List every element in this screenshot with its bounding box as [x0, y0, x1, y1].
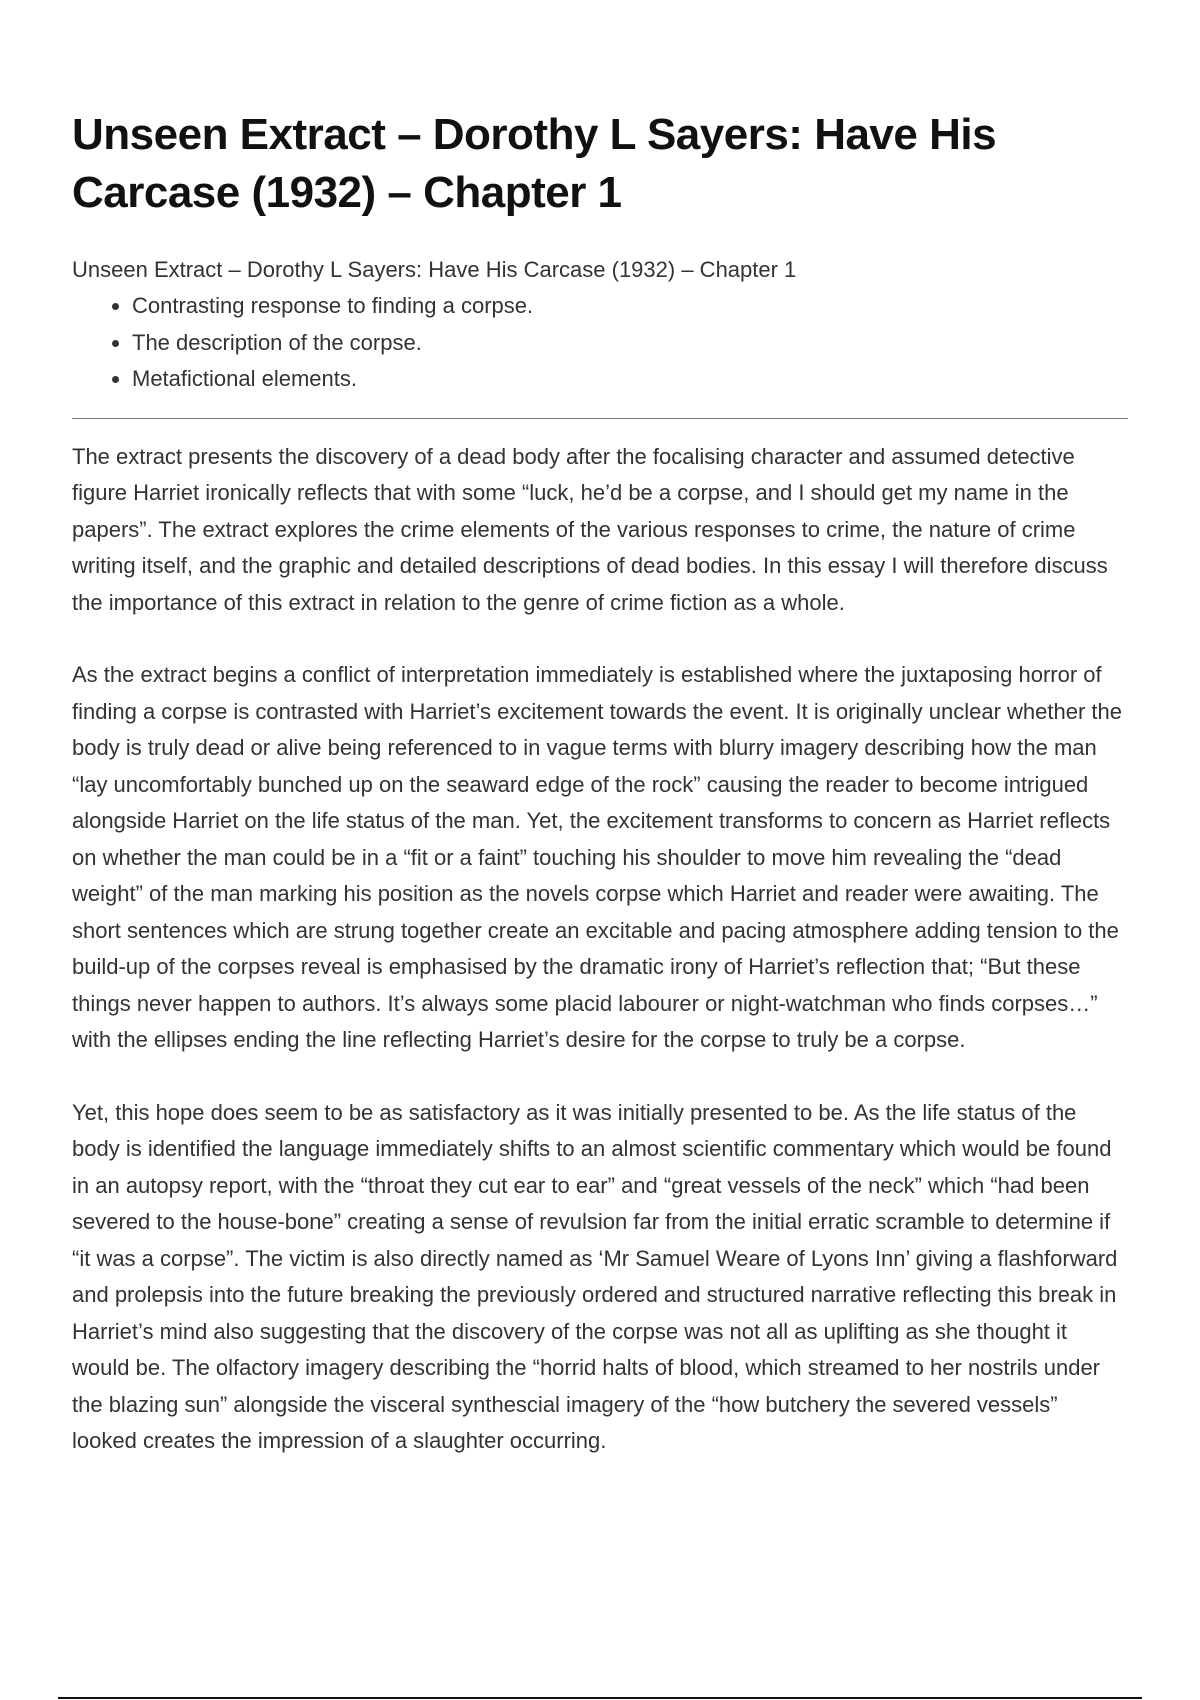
summary-bullet: • Metafictional elements.: [132, 361, 1128, 398]
page-title: Unseen Extract – Dorothy L Sayers: Have His Carcase (1932) – Chapter 1: [72, 110, 997, 217]
summary-bullet: • Contrasting response to finding a corpse.: [132, 288, 1128, 325]
essay-paragraph: Yet, this hope does seem to be as satisfactory as it was initially presented to be. As the life status of the body is identified the language immediately shifts to an almost scientific commentary which would be found in an autopsy report, with the “throat they cut ear to ear” and “great vessels of the neck” which “had been severed to the house-bone” creating a sense of revulsion far from the initial erratic scramble to determine if “it was a corpse”. The victim is also directly named as ‘Mr Samuel Weare of Lyons Inn’ giving a flashforward and prolepsis into the future breaking the previously ordered and structured narrative reflecting this break in Harriet’s mind also suggesting that the discovery of the corpse was not all as uplifting as she thought it would be. The olfactory imagery describing the “horrid halts of blood, which streamed to her nostrils under the blazing sun” alongside the visceral synthescial imagery of the “how butchery the severed vessels” looked creates the impression of a slaughter occurring.: [72, 1099, 1118, 1453]
essay-paragraph: The extract presents the discovery of a dead body after the focalising character and assumed detective figure Harriet ironically reflects that with some “luck, he’d be a corpse, and I should get my name in the papers”. The extract explores the crime elements of the various responses to crime, the nature of crime writing itself, and the graphic and detailed descriptions of dead bodies. In this essay I will therefore discuss the importance of this extract in relation to the genre of crime fiction as a whole.: [72, 443, 1108, 615]
page-bottom-rule: [58, 1697, 1142, 1699]
essay-paragraph: As the extract begins a conflict of interpretation immediately is established where the juxtaposing horror of finding a corpse is contrasted with Harriet’s excitement towards the event. It is originally unclear whether the body is truly dead or alive being referenced to in vague terms with blurry imagery describing how the man “lay uncomfortably bunched up on the seaward edge of the rock” causing the reader to become intrigued alongside Harriet on the life status of the man. Yet, the excitement transforms to concern as Harriet reflects on whether the man could be in a “fit or a faint” touching his shoulder to move him revealing the “dead weight” of the man marking his position as the novels corpse which Harriet and reader were awaiting. The short sentences which are strung together create an excitable and pacing atmosphere adding tension to the build-up of the corpses reveal is emphasised by the dramatic irony of Harriet’s reflection that; “But these things never happen to authors. It’s always some placid labourer or night-watchman who finds corpses…” with the ellipses ending the line reflecting Harriet’s desire for the corpse to truly be a corpse.: [72, 662, 1122, 1052]
section-divider: [72, 418, 1128, 419]
summary-heading: Unseen Extract – Dorothy L Sayers: Have His Carcase (1932) – Chapter 1: [72, 257, 797, 282]
summary-list: [72, 288, 1128, 398]
document-page: [72, 106, 1128, 1496]
summary-bullet: • The description of the corpse.: [132, 325, 1128, 362]
